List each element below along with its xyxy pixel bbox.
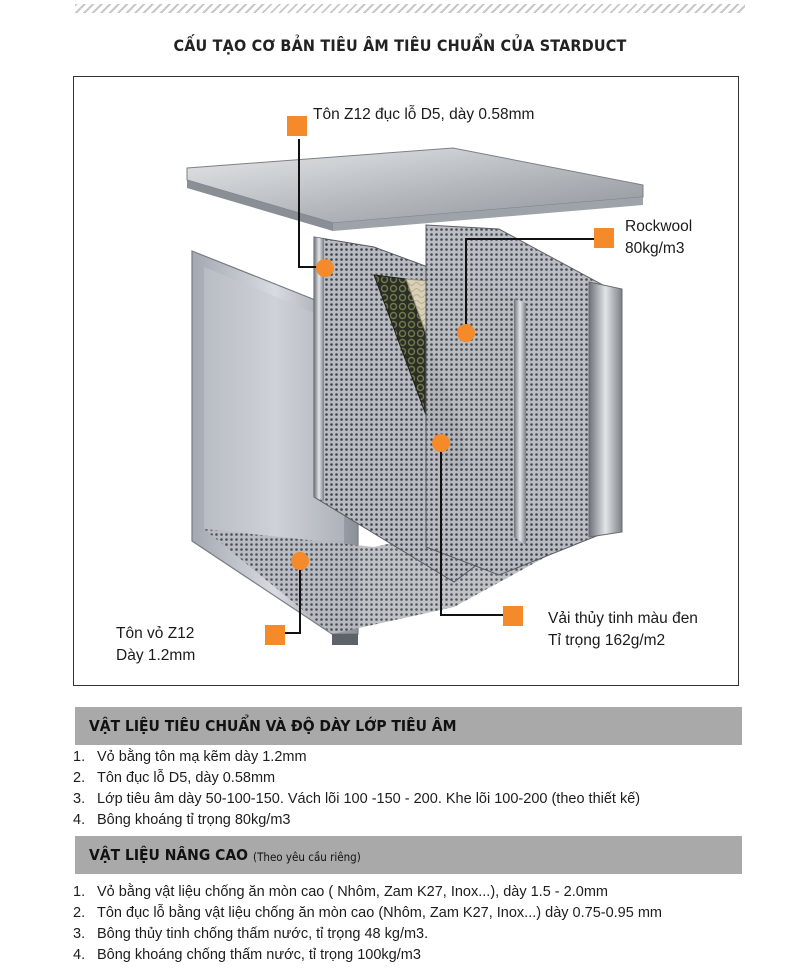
list-item: 4. Bông khoáng chống thấm nước, tỉ trọng 100kg/m3 — [73, 947, 421, 963]
standard-section-header — [75, 707, 742, 745]
callout-fiberglass-line2: Tỉ trọng 162g/m2 — [548, 632, 666, 649]
shell-base — [332, 634, 358, 645]
callout-fiberglass-line1: Vải thủy tinh màu đen — [548, 610, 698, 627]
marker-square-top — [287, 116, 307, 136]
right-rail — [589, 282, 622, 537]
callout-shell-label — [116, 623, 195, 667]
list-item: 1. Vỏ bằng vật liệu chống ăn mòn cao ( Nhôm, Zam K27, Inox...), dày 1.5 - 2.0mm — [73, 884, 608, 900]
list-item: 3. Bông thủy tinh chống thấm nước, tỉ trọng 48 kg/m3. — [73, 926, 429, 942]
decorative-hatch-bar — [75, 4, 745, 13]
list-item: 4. Bông khoáng tỉ trọng 80kg/m3 — [73, 812, 291, 828]
center-rail — [514, 299, 526, 545]
standard-section-title: VẬT LIỆU TIÊU CHUẨN VÀ ĐỘ DÀY LỚP TIÊU ÂM — [89, 717, 457, 735]
standard-materials-list — [73, 747, 640, 831]
callout-rockwool-label — [625, 216, 692, 260]
callout-top-label: Tôn Z12 đục lỗ D5, dày 0.58mm — [313, 106, 535, 123]
marker-square-shell — [265, 625, 285, 645]
page-title: CẤU TẠO CƠ BẢN TIÊU ÂM TIÊU CHUẨN CỦA STARDUCT — [173, 36, 627, 55]
marker-square-fiberglass — [503, 606, 523, 626]
list-item: 3. Lớp tiêu âm dày 50-100-150. Vách lõi 100 -150 - 200. Khe lõi 100-200 (theo thiết kế) — [73, 791, 641, 807]
advanced-materials-list — [73, 882, 662, 966]
marker-dot-top — [316, 259, 334, 277]
marker-dot-shell — [291, 552, 309, 570]
callout-rockwool-line2: 80kg/m3 — [625, 240, 685, 257]
advanced-section-subtitle: (Theo yêu cầu riêng) — [253, 849, 361, 864]
marker-square-rockwool — [594, 228, 614, 248]
advanced-section-title: VẬT LIỆU NÂNG CAO — [89, 846, 249, 864]
list-item: 1. Vỏ bằng tôn mạ kẽm dày 1.2mm — [73, 749, 307, 765]
top-sheet-shape — [187, 148, 643, 223]
list-item: 2. Tôn đục lỗ bằng vật liệu chống ăn mòn cao (Nhôm, Zam K27, Inox...) dày 0.75-0.95 mm — [73, 905, 662, 921]
callout-shell-line2: Dày 1.2mm — [116, 647, 196, 664]
callout-shell-line1: Tôn vỏ Z12 — [116, 625, 195, 642]
marker-dot-fiberglass — [432, 434, 450, 452]
callout-rockwool-line1: Rockwool — [625, 218, 693, 235]
diagram-frame — [73, 76, 739, 686]
callout-fiberglass-label — [548, 608, 698, 652]
silencer-structure-illustration — [74, 77, 738, 685]
advanced-section-header — [75, 836, 742, 874]
marker-dot-rockwool — [457, 324, 475, 342]
list-item: 2. Tôn đục lỗ D5, dày 0.58mm — [73, 770, 276, 786]
